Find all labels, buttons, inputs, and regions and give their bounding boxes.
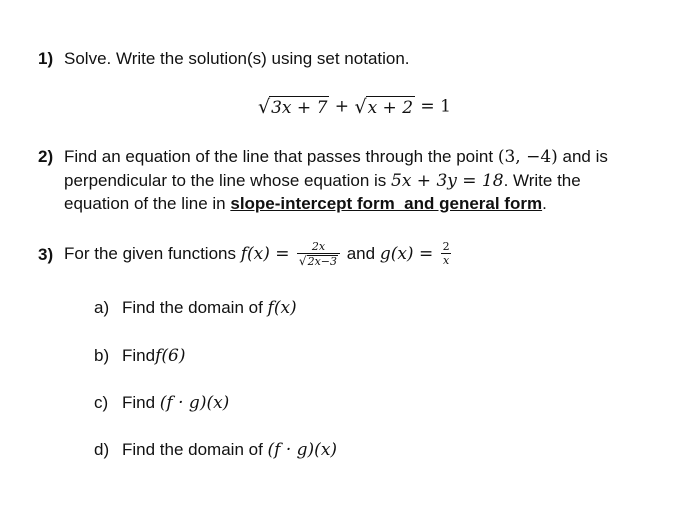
problem-2-text-1-end: and is	[557, 147, 608, 166]
part-c-text: Find	[122, 393, 160, 412]
part-d-label: d)	[94, 440, 110, 459]
part-b-label: b)	[94, 346, 110, 365]
f-denominator: √ 2x−3	[297, 253, 340, 268]
g-fraction	[441, 241, 452, 267]
and-text: and	[342, 244, 380, 263]
problem-2-line-1	[64, 146, 608, 168]
problem-2-text-2: perpendicular to the line whose equation is	[64, 171, 391, 190]
problem-1-text: Solve. Write the solution(s) using set notation.	[64, 49, 410, 68]
problem-2-line-2	[64, 170, 581, 192]
part-a-math: f(x)	[267, 298, 297, 318]
problem-3-number: 3)	[38, 245, 54, 264]
radicand-2: x + 2	[367, 98, 414, 118]
problem-1-number: 1)	[38, 49, 54, 68]
part-d	[122, 439, 337, 461]
part-a-label: a)	[94, 298, 110, 317]
problem-2-number: 2)	[38, 147, 54, 166]
f-fraction	[297, 241, 340, 268]
sqrt-term-2: √ x + 2	[354, 96, 414, 118]
problem-2-text-3-end: .	[542, 194, 547, 213]
part-d-math: (f · g)(x)	[267, 440, 338, 460]
sqrt-term-1: √ 3x + 7	[258, 96, 328, 118]
given-point: (3, −4)	[497, 147, 558, 167]
problem-2-text-3: equation of the line in	[64, 194, 231, 213]
form-emphasis: slope-intercept form and general form	[230, 194, 543, 213]
part-c	[122, 392, 229, 414]
given-line-equation: 5x + 3y = 18	[391, 171, 504, 191]
f-numerator: 2x	[311, 239, 326, 253]
part-d-text: Find the domain of	[122, 440, 268, 459]
f-definition-lhs: f(x) =	[240, 244, 295, 264]
problem-1-equation	[258, 96, 451, 118]
g-denominator: x	[443, 254, 450, 267]
problem-3-line	[64, 234, 454, 274]
problem-2-text-2-end: . Write the	[503, 171, 581, 190]
part-b	[122, 345, 185, 367]
part-a	[122, 297, 297, 319]
equation-rhs: = 1	[415, 96, 451, 117]
part-b-math: f(6)	[155, 346, 186, 366]
plus-sign: +	[329, 96, 355, 117]
part-c-label: c)	[94, 393, 109, 412]
f-denominator-radicand: 2x−3	[307, 254, 337, 268]
part-b-text: Find	[122, 346, 156, 365]
problem-2-line-3	[64, 193, 547, 215]
part-a-text: Find the domain of	[122, 298, 268, 317]
radicand-1: 3x + 7	[271, 98, 328, 118]
part-c-math: (f · g)(x)	[159, 393, 230, 413]
g-definition-lhs: g(x) =	[379, 244, 439, 264]
g-numerator: 2	[442, 240, 450, 253]
problem-3-intro: For the given functions	[64, 244, 241, 263]
problem-2-text-1: Find an equation of the line that passes through the point	[64, 147, 498, 166]
